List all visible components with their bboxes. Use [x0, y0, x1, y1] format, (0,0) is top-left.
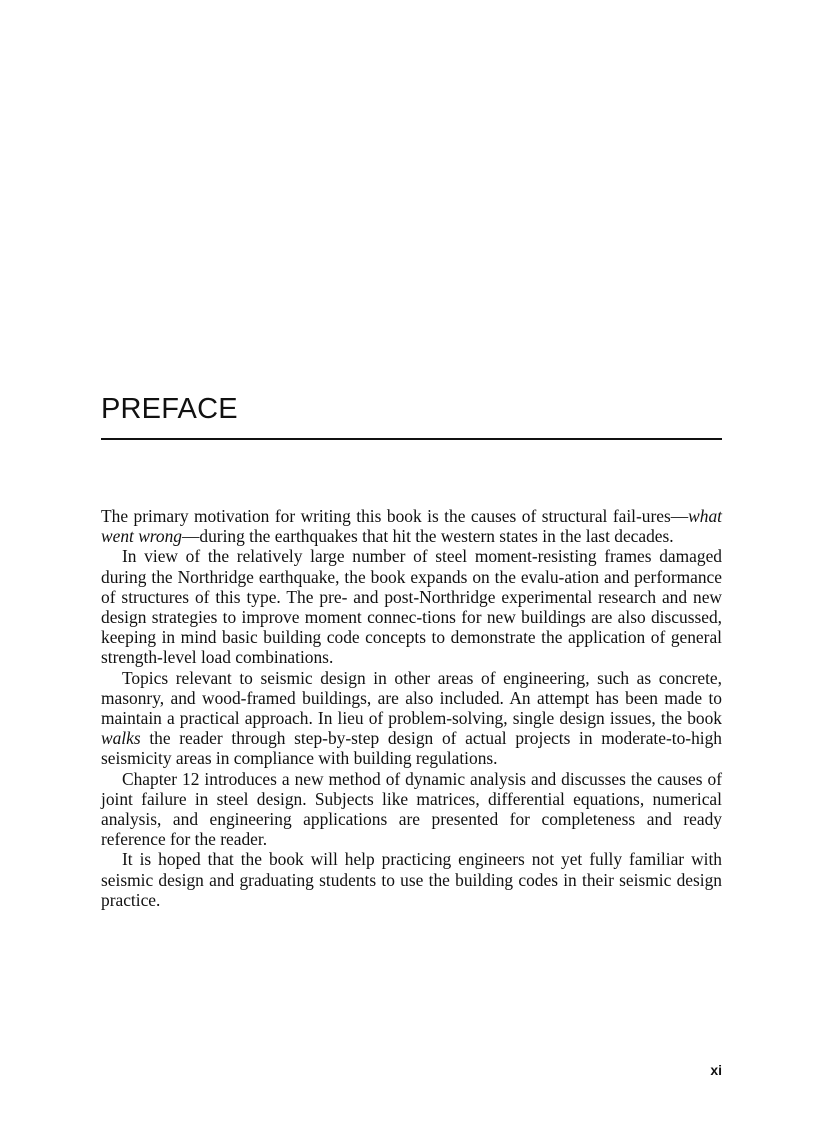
text-segment: Chapter 12 introduces a new method of dynamic analysis and discusses the causes of joint failure in steel design. Subjects like matrices, differential equations, numerical analysis, and engineering applications are presented for completeness and ready reference for the reader. [101, 768, 722, 850]
text-segment: Topics relevant to seismic design in other areas of engineering, such as concrete, masonry, and wood-framed buildings, are also included. An attempt has been made to maintain a practical approach. In lieu of problem-solving, single design issues, the book [101, 667, 722, 729]
text-segment: —during the earthquakes that hit the western states in the last decades. [182, 526, 674, 547]
paragraph [101, 546, 722, 667]
text-segment: the reader through step-by-step design of actual projects in moderate-to-high seismicity areas in compliance with building regulations. [101, 728, 722, 769]
title-underline-rule [101, 438, 722, 440]
emphasis-text: what went wrong [101, 506, 722, 547]
page-number: xi [710, 1062, 722, 1078]
emphasis-text: walks [101, 728, 141, 749]
paragraph [101, 769, 722, 850]
paragraph [101, 506, 722, 546]
preface-body [101, 506, 722, 910]
text-segment: In view of the relatively large number of steel moment-resisting frames damaged during the Northridge earthquake, the book expands on the evalu-ation and performance of structures of this type. The pre- and post-Northridge experimental research and new design strategies to improve moment connec-tions for new buildings are also discussed, keeping in mind basic building code concepts to demonstrate the application of general strength-level load combinations. [101, 546, 722, 668]
chapter-title: PREFACE [101, 393, 238, 425]
text-segment: The primary motivation for writing this book is the causes of structural fail-ures— [101, 506, 689, 526]
paragraph [101, 849, 722, 910]
text-segment: It is hoped that the book will help practicing engineers not yet fully familiar with seismic design and graduating students to use the building codes in their seismic design practice. [101, 849, 722, 910]
paragraph [101, 668, 722, 769]
